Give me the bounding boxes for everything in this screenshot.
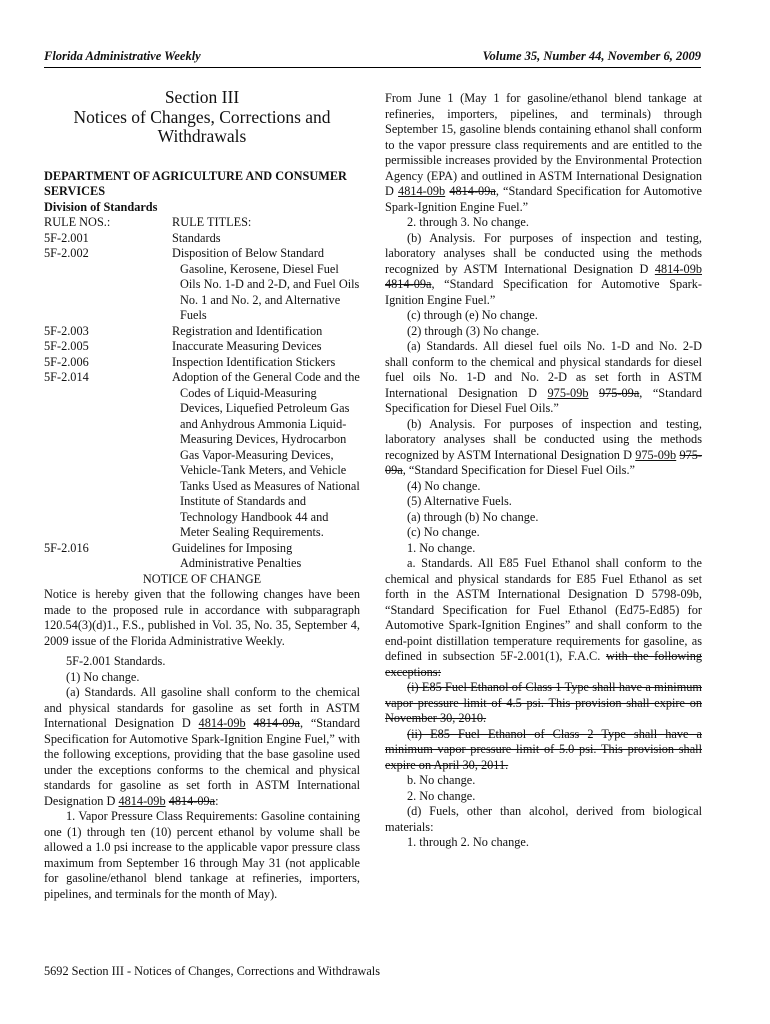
rule-standards-heading: 5F-2.001 Standards.	[66, 654, 166, 668]
header-rule	[44, 67, 701, 68]
journal-name: Florida Administrative Weekly	[44, 49, 201, 63]
running-header	[44, 49, 701, 65]
rule-row: 5F-2.001 Standards	[44, 230, 221, 245]
notice-heading: NOTICE OF CHANGE	[142, 571, 262, 586]
biofuel-paragraph: (d) Fuels, other than alcohol, derived from biological materials:	[385, 804, 702, 834]
paragraph: (a) through (b) No change.	[407, 509, 539, 524]
paragraph: (2) through (3) No change.	[407, 323, 540, 338]
gasoline-standards-paragraph: (a) Standards. All gasoline shall conform to the chemical and physical standards for gasoline as set forth in ASTM International Designation D 4814-09b 4814-09a, “Standard Specification for Automotive Spark-Ignition Engine Fuel,” with the following exceptions, providing that the base gasoline used under the exceptions conforms to the chemical and physical standards for gasoline as set forth in ASTM International Designation D 4814-09b 4814-09a:	[44, 685, 360, 808]
june-paragraph: From June 1 (May 1 for gasoline/ethanol blend tankage at refineries, importers, pipelines, and terminals) through September 15, gasoline blends containing ethanol shall conform to the vapor pressure class requirements and are entitled to the permissible increases provided by the Environmental Protection Agency (EPA) and outlined in ASTM International Designation D 4814-09b 4814-09a, “Standard Specification for Automotive Spark-Ignition Engine Fuel.”	[385, 91, 702, 214]
right-column	[385, 91, 702, 851]
rule-row: 5F-2.003 Registration and Identification	[44, 323, 323, 338]
left-column	[44, 88, 360, 902]
rules-header-row: RULE NOS.: RULE TITLES:	[44, 215, 252, 229]
paragraph: (c) No change.	[407, 525, 480, 539]
diesel-analysis-paragraph: (b) Analysis. For purposes of inspection and testing, laboratory analyses shall be conducted using the methods recognized by ASTM International Designation D 975-09b 975-09a, “Standard Specification for Diesel Fuel Oils.”	[385, 416, 702, 477]
paragraph: (c) through (e) No change.	[407, 308, 538, 322]
issue-info: Volume 35, Number 44, November 6, 2009	[482, 49, 701, 63]
page-footer: 5692 Section III - Notices of Changes, Corrections and Withdrawals	[44, 964, 380, 978]
division-heading: Division of Standards	[44, 199, 158, 214]
rule-row: 5F-2.016 Guidelines for Imposing Administrative Penalties	[44, 540, 302, 570]
paragraph: 1. No change.	[407, 540, 476, 555]
deleted-class2-paragraph: (ii) E85 Fuel Ethanol of Class 2 Type shall have a minimum vapor pressure limit of 5.0 psi. This provision shall expire on April 30, 2011.	[385, 726, 702, 772]
paragraph: (1) No change.	[66, 669, 140, 684]
paragraph: 2. No change.	[407, 788, 476, 803]
notice-paragraph: Notice is hereby given that the following changes have been made to the proposed rule in accordance with subparagraph 120.54(3)(d)1., F.S., published in Vol. 35, No. 35, September 4, 2009 issue of the Florida Administrative Weekly.	[44, 587, 360, 648]
analysis-paragraph: (b) Analysis. For purposes of inspection and testing, laboratory analyses shall be conducted using the methods recognized by ASTM International Designation D 4814-09b 4814-09a, “Standard Specification for Automotive Spark-Ignition Engine Fuel.”	[385, 230, 702, 307]
deleted-class1-paragraph: (i) E85 Fuel Ethanol of Class 1 Type shall have a minimum vapor pressure limit of 4.5 psi. This provision shall expire on November 30, 2010.	[385, 680, 702, 725]
rule-row: 5F-2.002 Disposition of Below Standard Gasoline, Kerosene, Diesel Fuel Oils No. 1-D and 2-D, and Fuel Oils No. 1 and No. 2, and Alternative Fuels	[44, 246, 360, 322]
paragraph: (4) No change.	[407, 478, 481, 493]
vapor-pressure-paragraph: 1. Vapor Pressure Class Requirements: Gasoline containing one (1) through ten (10) percent ethanol by volume shall be allowed a 1.0 psi increase to the applicable vapor pressure class maximum from September 16 through May 31 (not applicable for gasoline/ethanol blend tankage at refineries, importers, pipelines, and terminals for the month of May).	[44, 809, 360, 901]
paragraph: (5) Alternative Fuels.	[407, 494, 512, 508]
diesel-standards-paragraph: (a) Standards. All diesel fuel oils No. 1-D and No. 2-D shall conform to the chemical and physical standards for diesel fuel oils No. 1-D and No. 2-D as set forth in ASTM International Designation D 975-09b 975-09a, “Standard Specification for Diesel Fuel Oils.”	[385, 339, 702, 415]
rule-row: 5F-2.005 Inaccurate Measuring Devices	[44, 339, 322, 353]
paragraph: 2. through 3. No change.	[407, 215, 529, 229]
department-heading: DEPARTMENT OF AGRICULTURE AND CONSUMER SERVICES	[44, 168, 347, 198]
paragraph: b. No change.	[407, 773, 476, 787]
rule-row: 5F-2.006 Inspection Identification Stickers	[44, 354, 336, 369]
paragraph: 1. through 2. No change.	[407, 835, 529, 849]
rule-row: 5F-2.014 Adoption of the General Code and the Codes of Liquid-Measuring Devices, Liquefied Petroleum Gas and Anhydrous Ammonia Liquid-Measuring Devices, Hydrocarbon Gas Vapor-Measuring Devices, Vehicle-Tank Meters, and Vehicle Tanks Used as Measures of National Institute of Standards and Technology Handbook 44 and Meter Sealing Requirements.	[44, 370, 360, 539]
section-title: Section III Notices of Changes, Corrections and Withdrawals	[73, 87, 331, 146]
e85-paragraph: a. Standards. All E85 Fuel Ethanol shall conform to the chemical and physical standards for E85 Fuel Ethanol as set forth in the ASTM International Designation D 5798-09b, “Standard Specification for Fuel Ethanol (Ed75-Ed85) for Automotive Spark-Ignition Engines” and shall conform to the end-point distillation temperature requirements for gasoline, as defined in subsection 5F-2.001(1), F.A.C. with the following exceptions:	[385, 556, 702, 679]
